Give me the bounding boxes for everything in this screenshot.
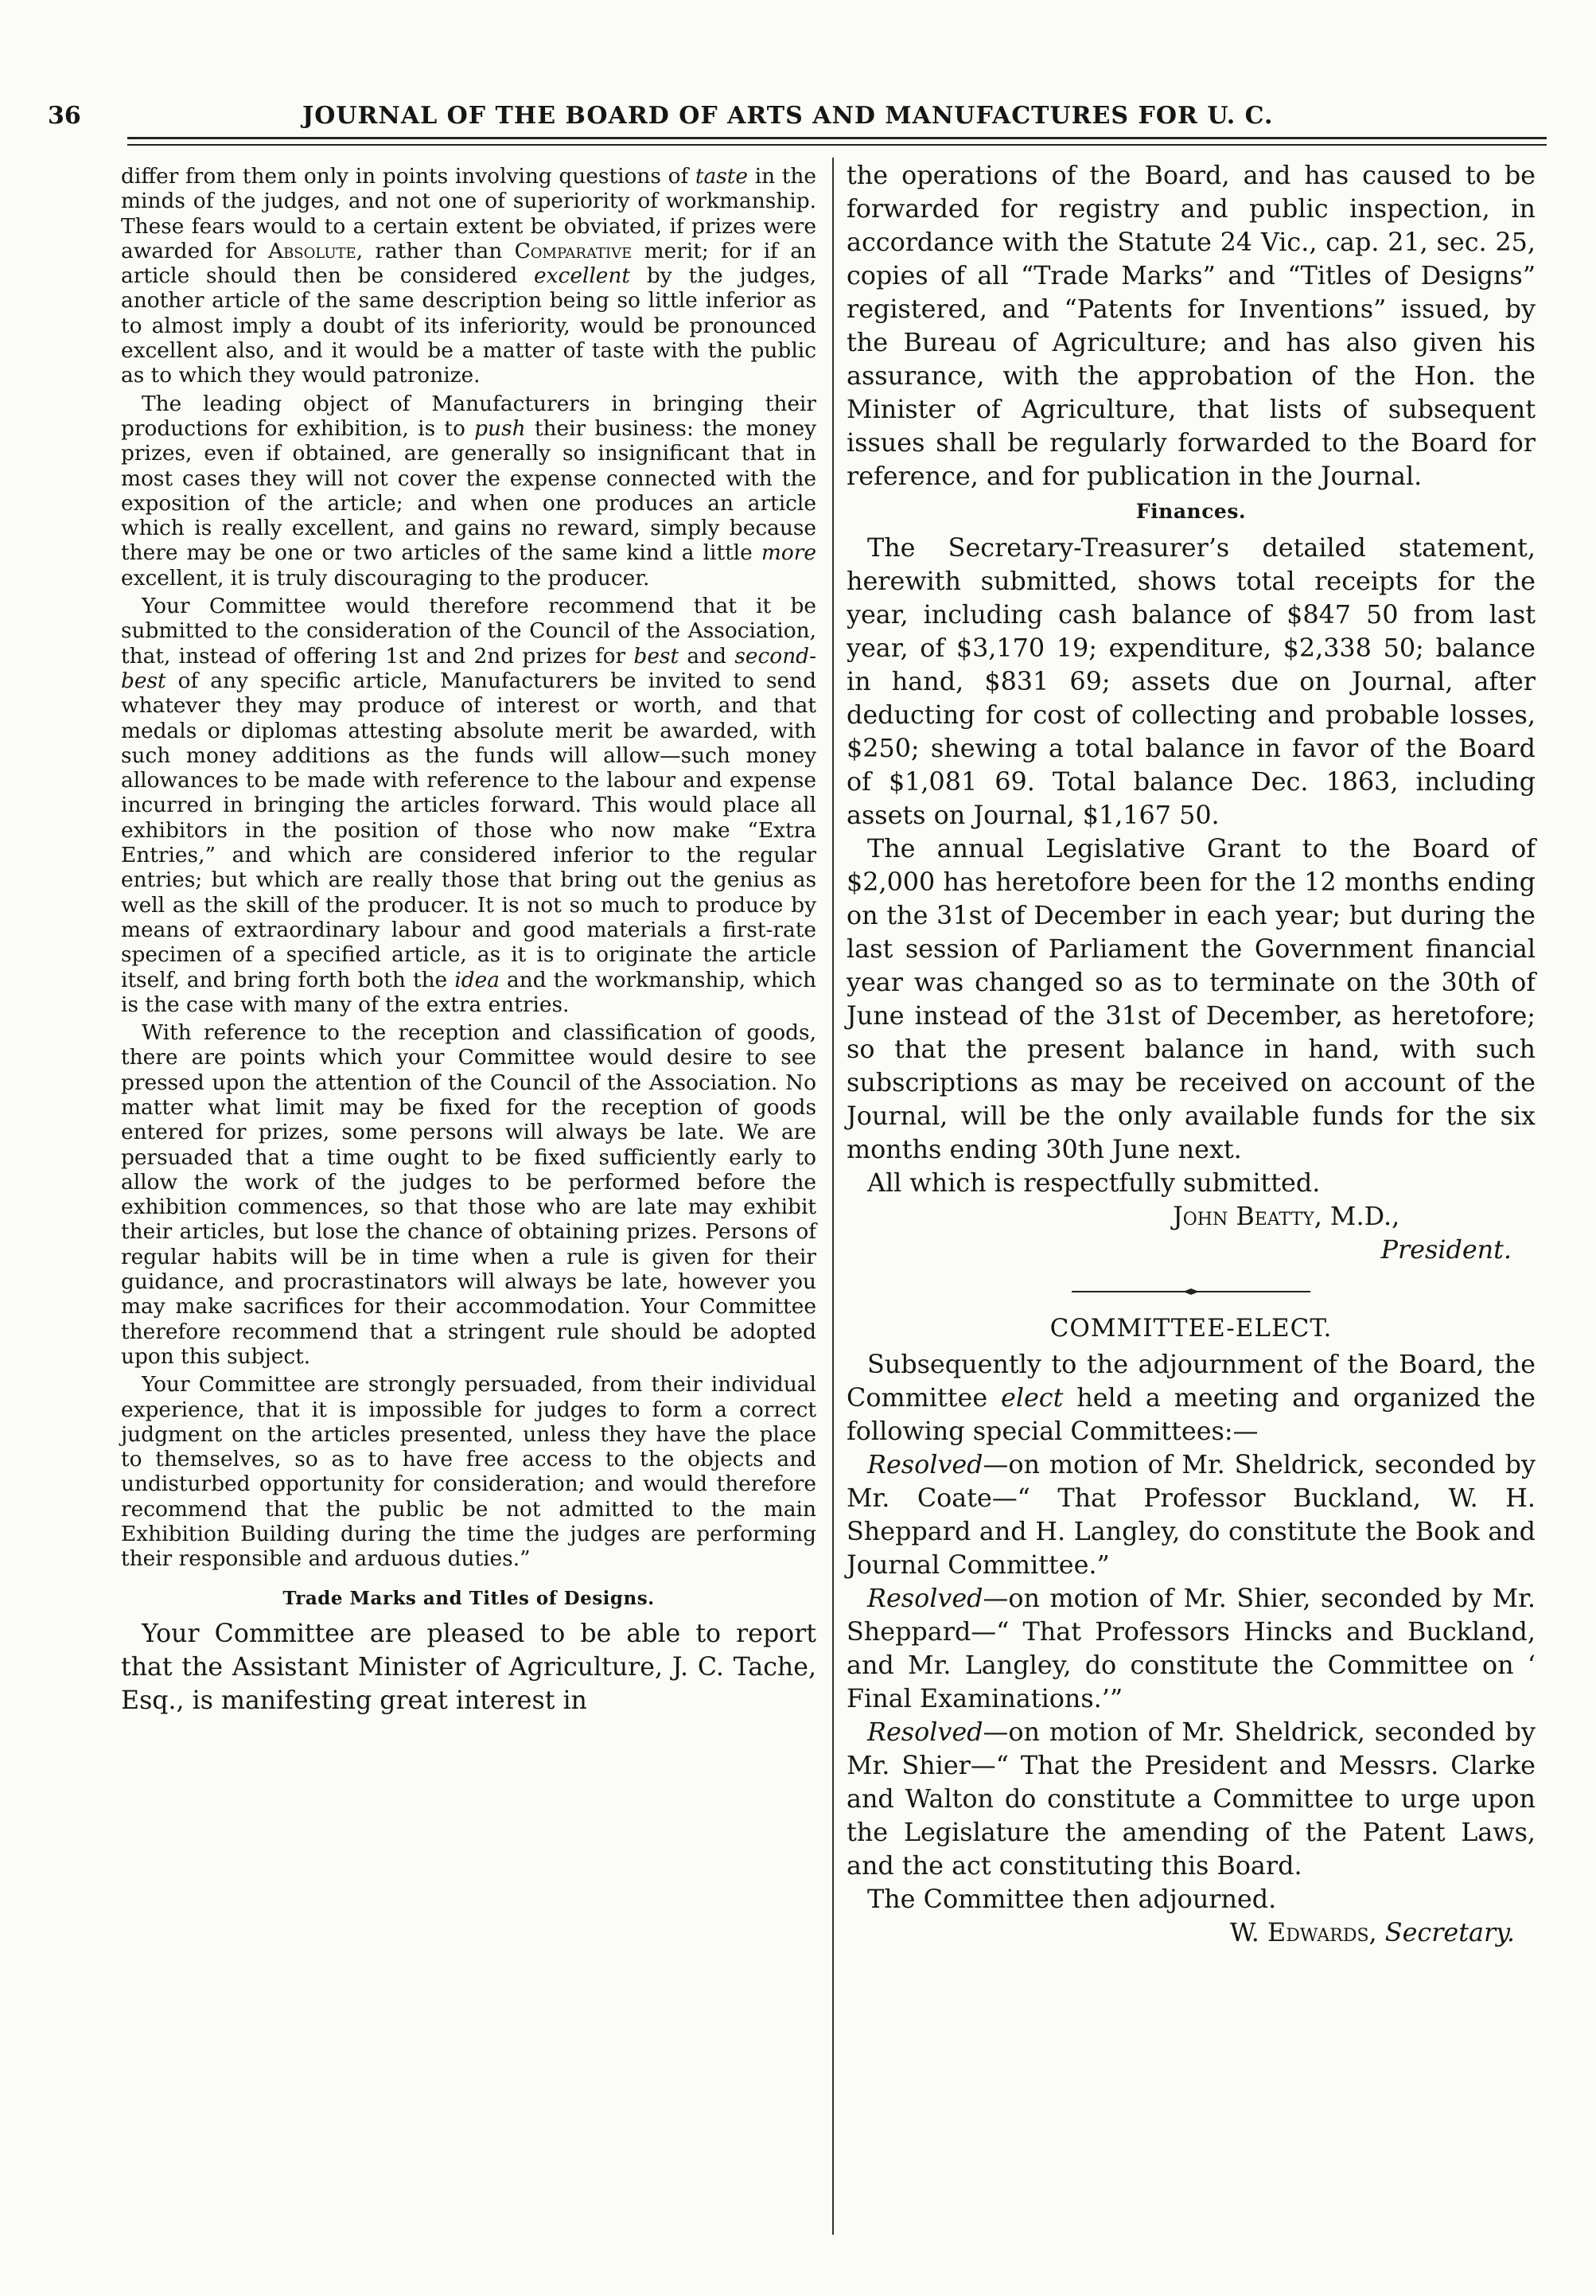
paragraph: Your Committee are strongly persuaded, from their individual experience, that it is impossible for judges to form a correct judgment on the articles presented, unless they have the place to themselves, so as to have free access to the objects and undisturbed opportunity for consideration; and would therefore recommend that the public be not admitted to the main Exhibition Building during the time the judges are performing their responsible and arduous duties.” [121, 1372, 816, 1572]
italic-run: Resolved [867, 1584, 983, 1613]
italic-run: push [474, 415, 526, 441]
paragraph [847, 1716, 1536, 1883]
paragraph: The Secretary-Treasurer’s detailed statement, herewith submitted, shows total receipts for the year, including cash balance of $847 50 from last year, of $3,170 19; expenditure, $2,338 50; balance in hand, $831 69; assets due on Journal, after deducting for cost of collecting and probable losses, $250; shewing a total balance in favor of the Board of $1,081 69. Total balance Dec. 1863, including assets on Journal, $1,167 50. [847, 533, 1536, 830]
signature-person: W. Edwards, [1229, 1918, 1377, 1947]
text-run: and [679, 643, 735, 669]
paragraph [121, 594, 816, 1017]
text-run: Subsequently to the adjournment of the Board, the Committee [847, 1350, 1536, 1413]
paragraph: Your Committee are pleased to be able to report that the Assistant Minister of Agriculture, J. C. Tache, Esq., is manifesting great interest in [121, 1619, 816, 1715]
left-column [121, 164, 816, 1717]
text-run: excellent, it is truly discouraging to the producer. [121, 565, 650, 591]
italic-run: Resolved [867, 1717, 983, 1747]
text-run: Your Committee would therefore recommend that it be submitted to the consideration of the Council of the Association, that, instead of offering 1st and 2nd prizes for [121, 594, 816, 669]
paragraph: The annual Legislative Grant to the Board of $2,000 has heretofore been for the 12 months ending on the 31st of December in each year; but during the last session of Parliament the Government financial year was changed so as to terminate on the 30th of June instead of the 31st of December, as heretofore; so that the present balance in hand, with such subscriptions as may be received on account of the Journal, will be the only available funds for the six months ending 30th June next. [847, 834, 1536, 1164]
italic-run: excellent [534, 263, 631, 289]
section-heading-committee-elect: COMMITTEE-ELECT. [1049, 1314, 1333, 1343]
page-number: 36 [48, 102, 81, 130]
text-run: —on motion of Mr. Sheldrick, seconded by Mr. Shier—“ That the President and Messrs. Clarke and Walton do constitute a Committee to urge upon the Legislature the amending of the Patent Laws, and the act constituting this Board. [847, 1717, 1536, 1881]
text-run: The leading object of Manufacturers in bringing their productions for exhibition, is to [121, 391, 816, 441]
signature-role: Secretary. [1384, 1918, 1515, 1947]
small-caps-run: Comparative [514, 238, 633, 263]
small-caps-run: Absolute [268, 238, 356, 263]
text-run: their business: the money prizes, even if obtained, are generally so insignificant that in most cases they will not cover the expense connected with the exposition of the article; and when one produces an article which is really excellent, and gains no reward, simply because there may be one or two articles of the same kind a little [121, 415, 816, 566]
header-rule [127, 137, 1547, 146]
text-run: by the judges, another article of the same description being so little inferior as to almost imply a doubt of its inferiority, would be pronounced excellent also, and it would be a matter of taste with the public as to which they would patronize. [121, 263, 816, 388]
text-run: —on motion of Mr. Sheldrick, seconded by Mr. Coate—“ That Professor Buckland, W. H. Sheppard and H. Langley, do constitute the Book and Journal Committee.” [847, 1450, 1536, 1580]
section-heading-trade-marks: Trade Marks and Titles of Designs. [282, 1587, 655, 1609]
section-heading-finances: Finances. [1135, 500, 1247, 523]
right-column [847, 159, 1536, 1950]
text-run: , rather than [356, 238, 515, 263]
paragraph [847, 1448, 1536, 1582]
paragraph [121, 392, 816, 591]
italic-run: Resolved [867, 1450, 983, 1479]
signature-name [847, 1200, 1536, 1234]
text-run: merit; for if an article should then be considered [121, 238, 816, 289]
italic-run: more [761, 540, 816, 566]
paragraph: With reference to the reception and classification of goods, there are points which your Committee would desire to see pressed upon the attention of the Council of the Association. No matter what limit may be fixed for the reception of goods entered for prizes, some persons will always be late. We are persuaded that a time ought to be fixed sufficiently early to allow the work of the judges to be performed before the exhibition commences, so that those who are late may exhibit their articles, but lose the chance of obtaining prizes. Persons of regular habits will be in time when a rule is given for their guidance, and procrastinators will always be late, however you may make sacrifices for their accommodation. Your Committee therefore recommend that a stringent rule should be adopted upon this subject. [121, 1020, 816, 1369]
text-run: held a meeting and organized the following special Committees:— [847, 1383, 1536, 1446]
paragraph [121, 164, 816, 388]
italic-run: best [633, 643, 679, 669]
italic-run: idea [454, 967, 500, 992]
text-run: and the workmanship, which is the case with many of the extra entries. [121, 967, 817, 1017]
signature-title: President. [1380, 1235, 1512, 1265]
final-signature [847, 1916, 1536, 1950]
column-divider [832, 158, 834, 2235]
running-title: JOURNAL OF THE BOARD OF ARTS AND MANUFACTURES FOR U. C. [302, 102, 1274, 130]
signature-person: John Beatty [1173, 1202, 1314, 1231]
text-run: of any specific article, Manufacturers be invited to send whatever they may produce of interest or worth, and that medals or diplomas attesting absolute merit be awarded, with such money additions as the funds will allow—such money allowances to be made with reference to the labour and expense incurred in bringing the articles forward. This would place all exhibitors in the position of those who now make “Extra Entries,” and which are considered inferior to the regular entries; but which are really those that bring out the genius as well as the skill of the producer. It is not so much to produce by means of extraordinary labour and good materials a first-rate specimen of a specified article, as it is to originate the article itself, and bring forth both the [121, 668, 816, 992]
italic-run: taste [695, 164, 749, 189]
italic-run: second-best [121, 643, 816, 693]
text-run: differ from them only in points involving questions of [121, 164, 695, 189]
paragraph: All which is respectfully submitted. [867, 1168, 1321, 1198]
text-run: in the minds of the judges, and not one of superiority of workmanship. These fears would to a certain extent be obviated, if prizes were awarded for [121, 164, 817, 263]
signature-degree: , M.D., [1314, 1202, 1400, 1231]
italic-run: elect [1001, 1383, 1064, 1413]
paragraph [847, 1348, 1536, 1448]
paragraph: The Committee then adjourned. [867, 1885, 1277, 1914]
ornamental-rule [1072, 1288, 1310, 1296]
text-run: —on motion of Mr. Shier, seconded by Mr. Sheppard—“ That Professors Hincks and Buckland, and Mr. Langley, do constitute the Committee on ‘ Final Examinations.’” [847, 1584, 1536, 1713]
paragraph: the operations of the Board, and has caused to be forwarded for registry and public inspection, in accordance with the Statute 24 Vic., cap. 21, sec. 25, copies of all “Trade Marks” and “Titles of Designs” registered, and “Patents for Inventions” issued, by the Bureau of Agriculture; and has also given his assurance, with the approbation of the Hon. the Minister of Agriculture, that lists of subsequent issues shall be regularly forwarded to the Board for reference, and for publication in the Journal. [847, 161, 1536, 491]
paragraph [847, 1582, 1536, 1716]
